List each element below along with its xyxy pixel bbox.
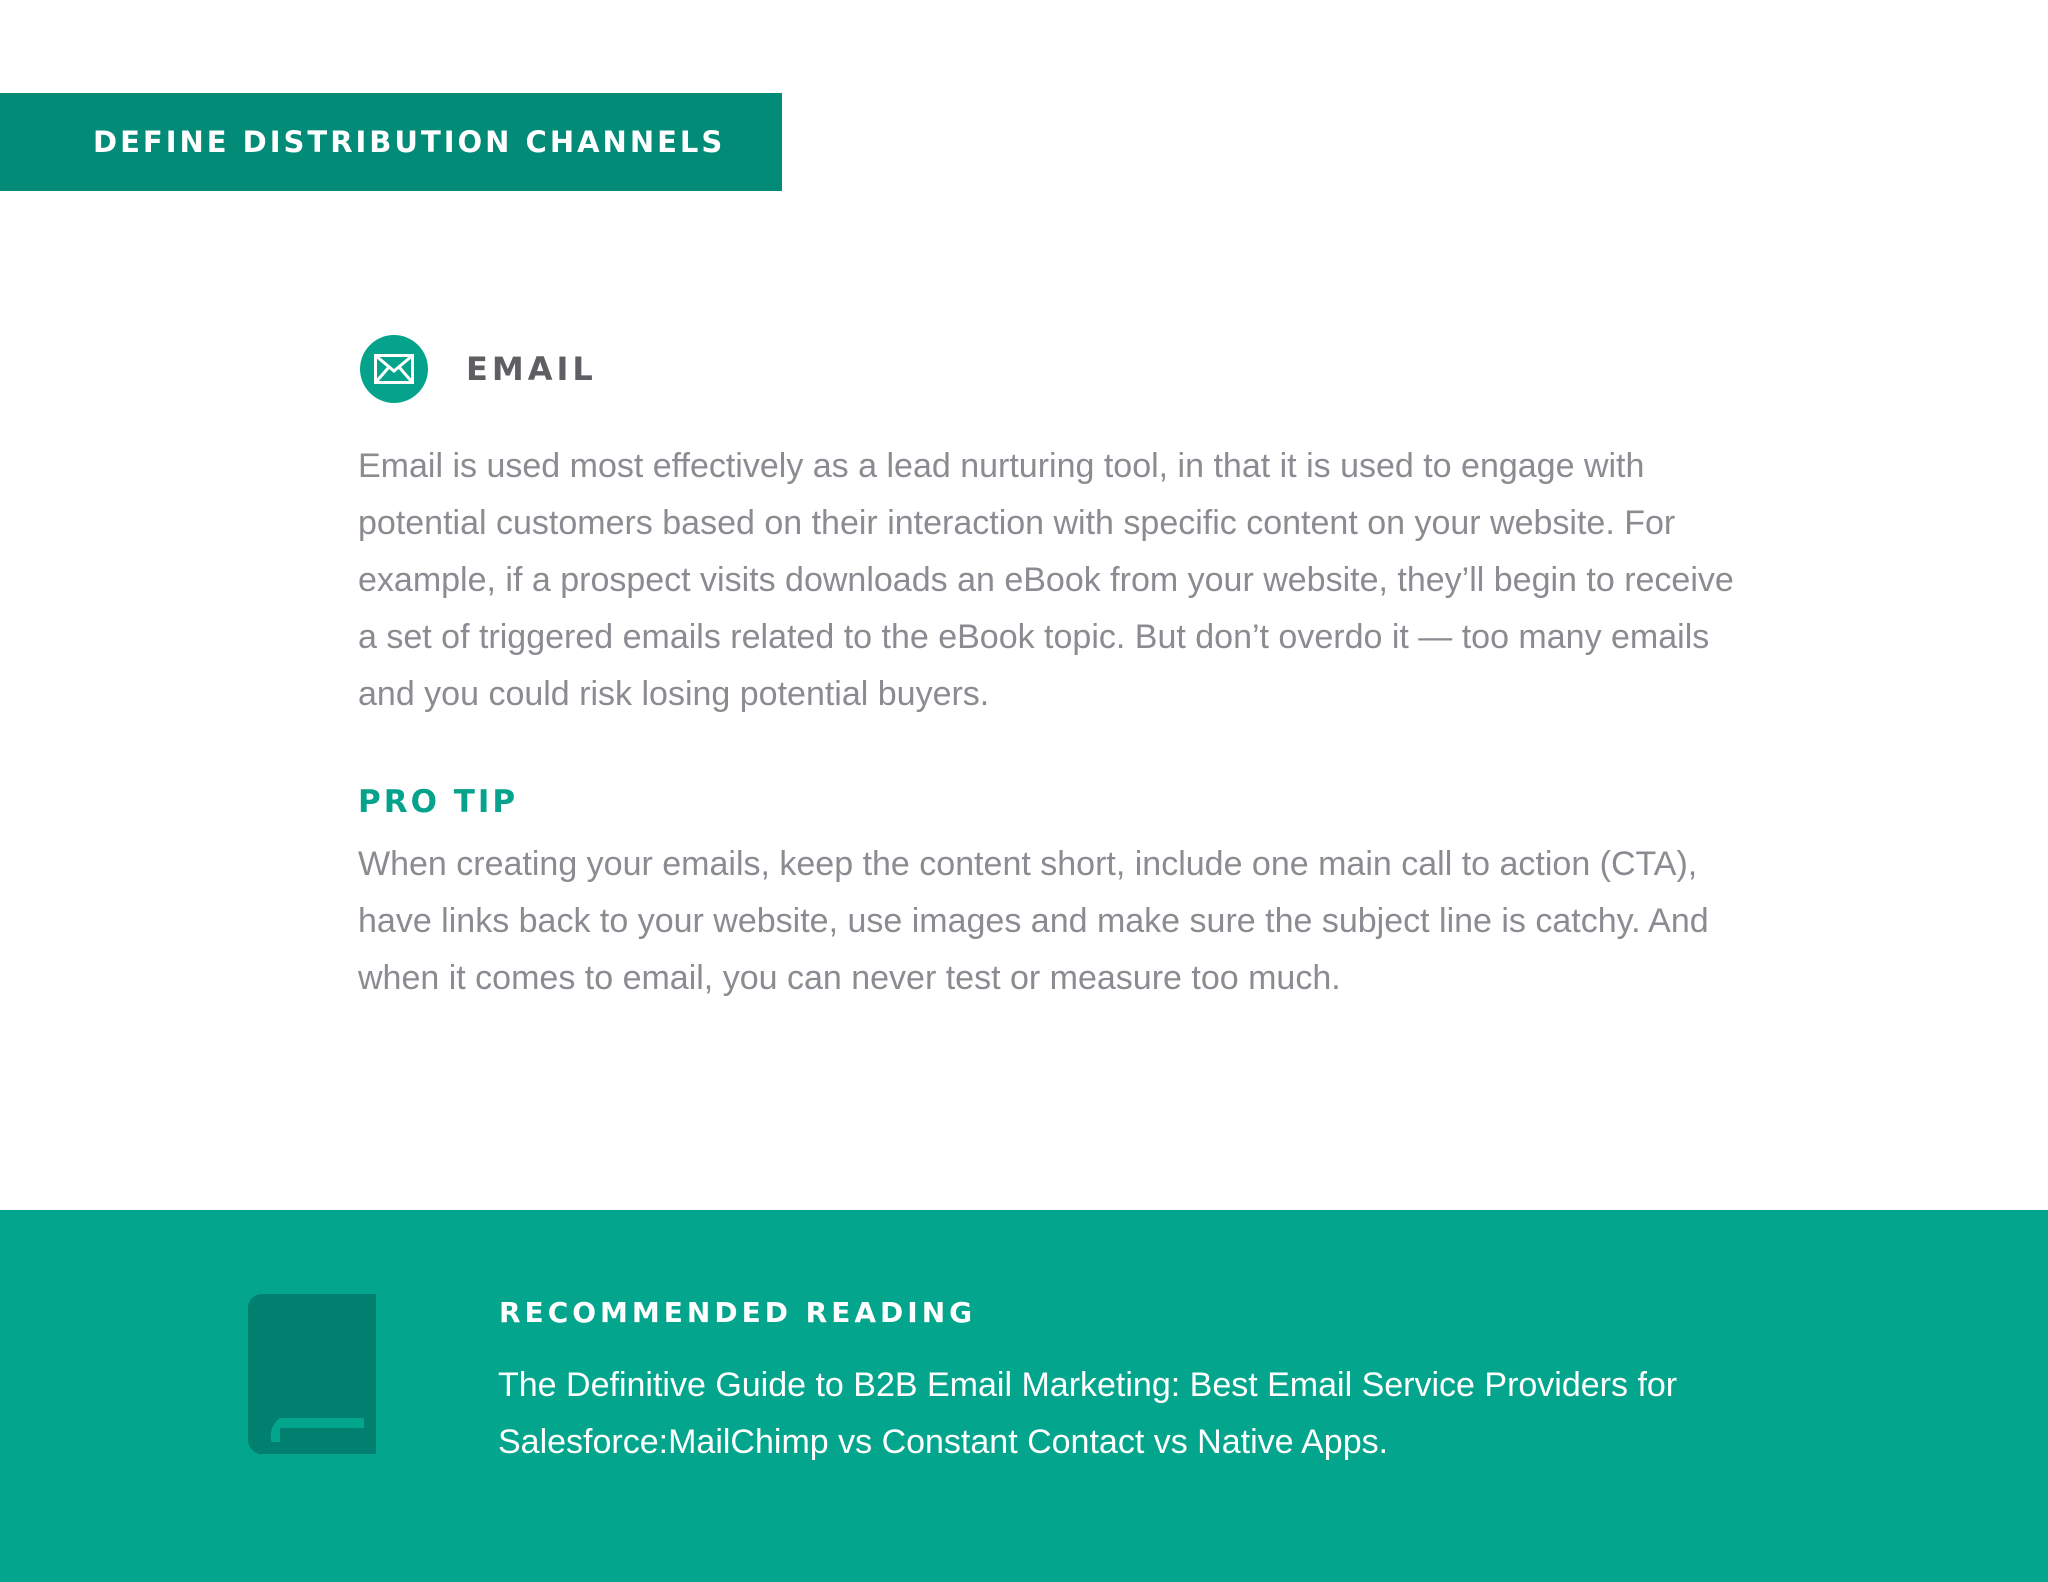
section-title: EMAIL (466, 350, 597, 388)
recommended-reading-label: RECOMMENDED READING (499, 1296, 977, 1329)
banner-title: DEFINE DISTRIBUTION CHANNELS (93, 125, 726, 159)
book-icon (248, 1294, 398, 1464)
email-description: Email is used most effectively as a lead nurturing tool, in that it is used to engage with potential customers based on their interaction with specific content on your website. For example, if a prospect visits downloads an eBook from your website, they’ll begin to receive a set of triggered emails related to the eBook topic. But don’t overdo it — too many emails and you could risk losing potential buyers. (358, 447, 1734, 713)
pro-tip-text: When creating your emails, keep the content short, include one main call to action (CTA), have links back to your website, use images and make sure the subject line is catchy. And when it comes to email, you can never test or measure too much. (358, 845, 1709, 997)
email-section-header (360, 335, 597, 403)
recommended-reading-footer (0, 1210, 2048, 1582)
recommended-reading-title: The Definitive Guide to B2B Email Marketing: Best Email Service Providers for Salesforce:MailChimp vs Constant Contact vs Native Apps. (498, 1366, 1678, 1461)
envelope-icon (360, 335, 428, 403)
section-banner (0, 93, 782, 191)
pro-tip-label: PRO TIP (358, 784, 519, 820)
